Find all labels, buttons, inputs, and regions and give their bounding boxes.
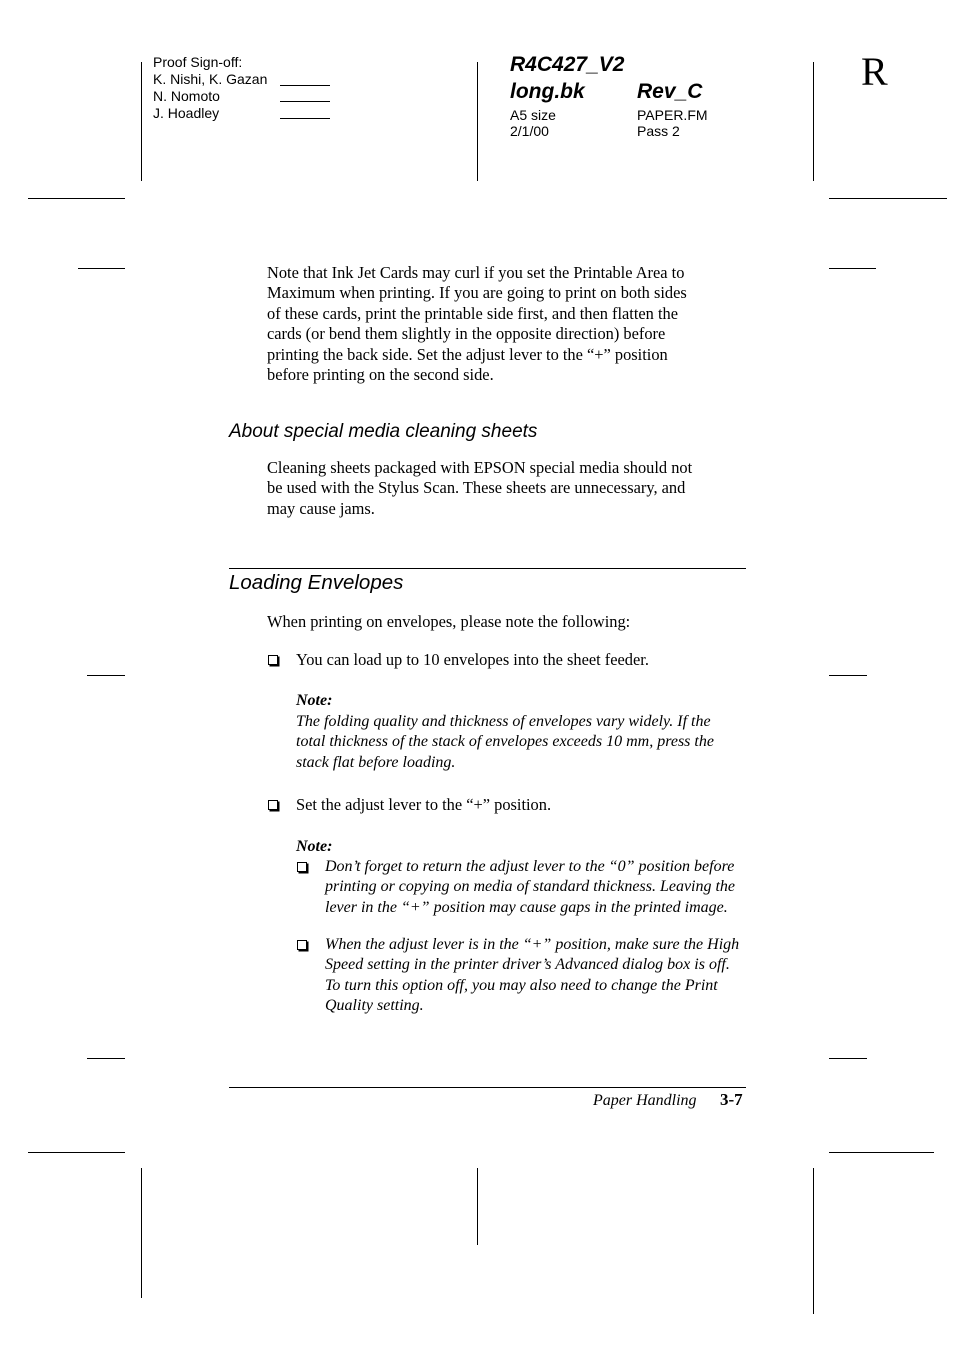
signature-line-2 — [280, 101, 330, 102]
text-line: Don’t forget to return the adjust lever to the “0” position before — [325, 858, 735, 875]
text-line: To turn this option off, you may also need to change the Print — [325, 976, 718, 994]
text-line: total thickness of the stack of envelopes exceeds 10 mm, press the — [296, 733, 714, 751]
bullet-box-icon — [268, 800, 278, 810]
text-line: Maximum when printing. If you are going to print on both sides — [267, 283, 687, 303]
signoff-name-3: J. Hoadley — [153, 105, 220, 121]
text-line: Speed setting in the printer driver’s Advanced dialog box is off. — [325, 956, 730, 974]
signature-line-1 — [280, 85, 330, 86]
text-line: lever in the “+” position may cause gaps in the printed image. — [325, 898, 728, 916]
note-2-item-2 — [325, 935, 739, 1017]
bullet-item-1: You can load up to 10 envelopes into the sheet feeder. — [296, 650, 649, 669]
text-line: of these cards, print the printable side first, and then flatten the — [267, 303, 678, 323]
envelopes-intro: When printing on envelopes, please note the following: — [267, 612, 631, 631]
page-number: 3-7 — [720, 1090, 743, 1109]
footer-section-title: Paper Handling — [593, 1092, 697, 1109]
signoff-title: Proof Sign-off: — [153, 54, 243, 70]
section-rule — [229, 568, 746, 569]
note-1-heading: Note: — [296, 692, 333, 709]
note-2-heading: Note: — [296, 838, 333, 855]
bullet-item-2: Set the adjust lever to the “+” position. — [296, 795, 552, 814]
source-file: PAPER.FM — [637, 107, 708, 123]
proof-date: 2/1/00 — [510, 123, 549, 139]
text-line: printing or copying on media of standard thickness. Leaving the — [325, 878, 736, 896]
bullet-box-icon — [297, 940, 307, 950]
note-2-item-1 — [325, 857, 735, 918]
job-id: R4C427_V2 — [510, 53, 625, 76]
bullet-box-icon — [268, 655, 278, 665]
signature-line-3 — [280, 118, 330, 119]
text-line: cards (or bend them slightly in the opposite direction) before — [267, 324, 666, 344]
proof-pass: Pass 2 — [637, 123, 680, 139]
paper-size: A5 size — [510, 107, 556, 123]
text-line: Quality setting. — [325, 997, 424, 1015]
loading-envelopes-heading: Loading Envelopes — [229, 571, 404, 594]
job-revision: Rev_C — [637, 80, 703, 103]
job-file: long.bk — [510, 80, 585, 103]
bullet-box-icon — [297, 862, 307, 872]
signoff-name-1: K. Nishi, K. Gazan — [153, 71, 268, 87]
intro-paragraph — [267, 263, 747, 385]
cleaning-sheets-heading: About special media cleaning sheets — [229, 421, 538, 442]
text-line: stack flat before loading. — [296, 753, 456, 771]
text-line: printing the back side. Set the adjust lever to the “+” position — [267, 344, 668, 364]
text-line: Note that Ink Jet Cards may curl if you set the Printable Area to — [267, 263, 685, 282]
text-line: before printing on the second side. — [267, 365, 494, 385]
cleaning-paragraph — [267, 458, 747, 519]
text-line: be used with the Stylus Scan. These sheets are unnecessary, and — [267, 478, 686, 498]
text-line: When the adjust lever is in the “+” position, make sure the High — [325, 936, 740, 953]
side-mark: R — [861, 49, 888, 94]
text-line: may cause jams. — [267, 498, 375, 518]
text-line: The folding quality and thickness of envelopes vary widely. If the — [296, 713, 711, 730]
text-line: Cleaning sheets packaged with EPSON special media should not — [267, 458, 693, 477]
footer-rule — [229, 1087, 746, 1088]
signoff-name-2: N. Nomoto — [153, 88, 220, 104]
note-1-text — [296, 712, 714, 773]
